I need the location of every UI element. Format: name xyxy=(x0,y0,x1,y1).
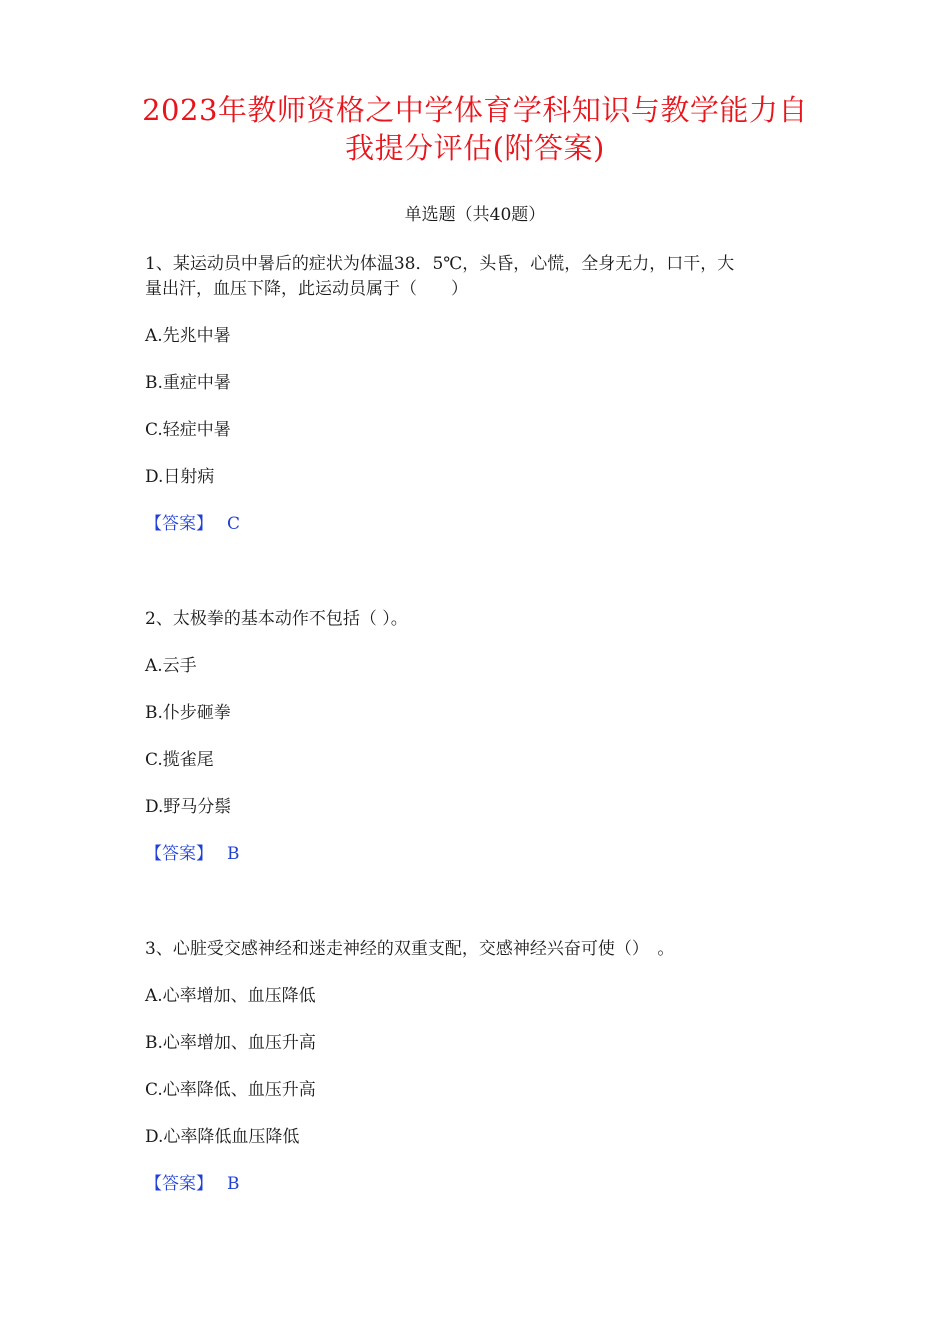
question-1-stem-line-2: 量出汗，血压下降，此运动员属于（ ） xyxy=(145,279,468,299)
question-2-option-b: B.仆步砸拳 xyxy=(145,703,231,723)
question-2-option-a: A.云手 xyxy=(145,656,197,676)
document-title-line-1: 2023年教师资格之中学体育学科知识与教学能力自 xyxy=(142,93,808,127)
question-1-option-a: A.先兆中暑 xyxy=(145,326,231,346)
answer-label: 【答案】 xyxy=(145,844,213,864)
question-1-option-d: D.日射病 xyxy=(145,467,215,487)
answer-value: B xyxy=(227,844,240,864)
question-3-option-c: C.心率降低、血压升高 xyxy=(145,1080,316,1100)
question-2-option-d: D.野马分鬃 xyxy=(145,797,232,817)
section-header: 单选题（共40题） xyxy=(404,205,546,225)
answer-value: B xyxy=(227,1174,240,1194)
question-1-answer xyxy=(145,511,240,537)
question-2-stem-line-1: 2、太极拳的基本动作不包括（ ）。 xyxy=(145,609,408,629)
answer-label: 【答案】 xyxy=(145,514,213,534)
question-1-stem-line-1: 1、某运动员中暑后的症状为体温38．5℃，头昏，心慌，全身无力，口干，大 xyxy=(145,254,735,274)
document-title-line-2: 我提分评估(附答案) xyxy=(345,131,605,165)
question-3-answer xyxy=(145,1171,240,1197)
question-2-answer xyxy=(145,841,240,867)
question-3-option-b: B.心率增加、血压升高 xyxy=(145,1033,316,1053)
question-1-option-b: B.重症中暑 xyxy=(145,373,231,393)
answer-label: 【答案】 xyxy=(145,1174,213,1194)
question-2-option-c: C.揽雀尾 xyxy=(145,750,214,770)
question-3-option-d: D.心率降低血压降低 xyxy=(145,1127,300,1147)
question-3-option-a: A.心率增加、血压降低 xyxy=(145,986,316,1006)
question-1-option-c: C.轻症中暑 xyxy=(145,420,231,440)
question-3-stem-line-1: 3、心脏受交感神经和迷走神经的双重支配，交感神经兴奋可使（） 。 xyxy=(145,939,675,959)
answer-value: C xyxy=(227,514,241,534)
